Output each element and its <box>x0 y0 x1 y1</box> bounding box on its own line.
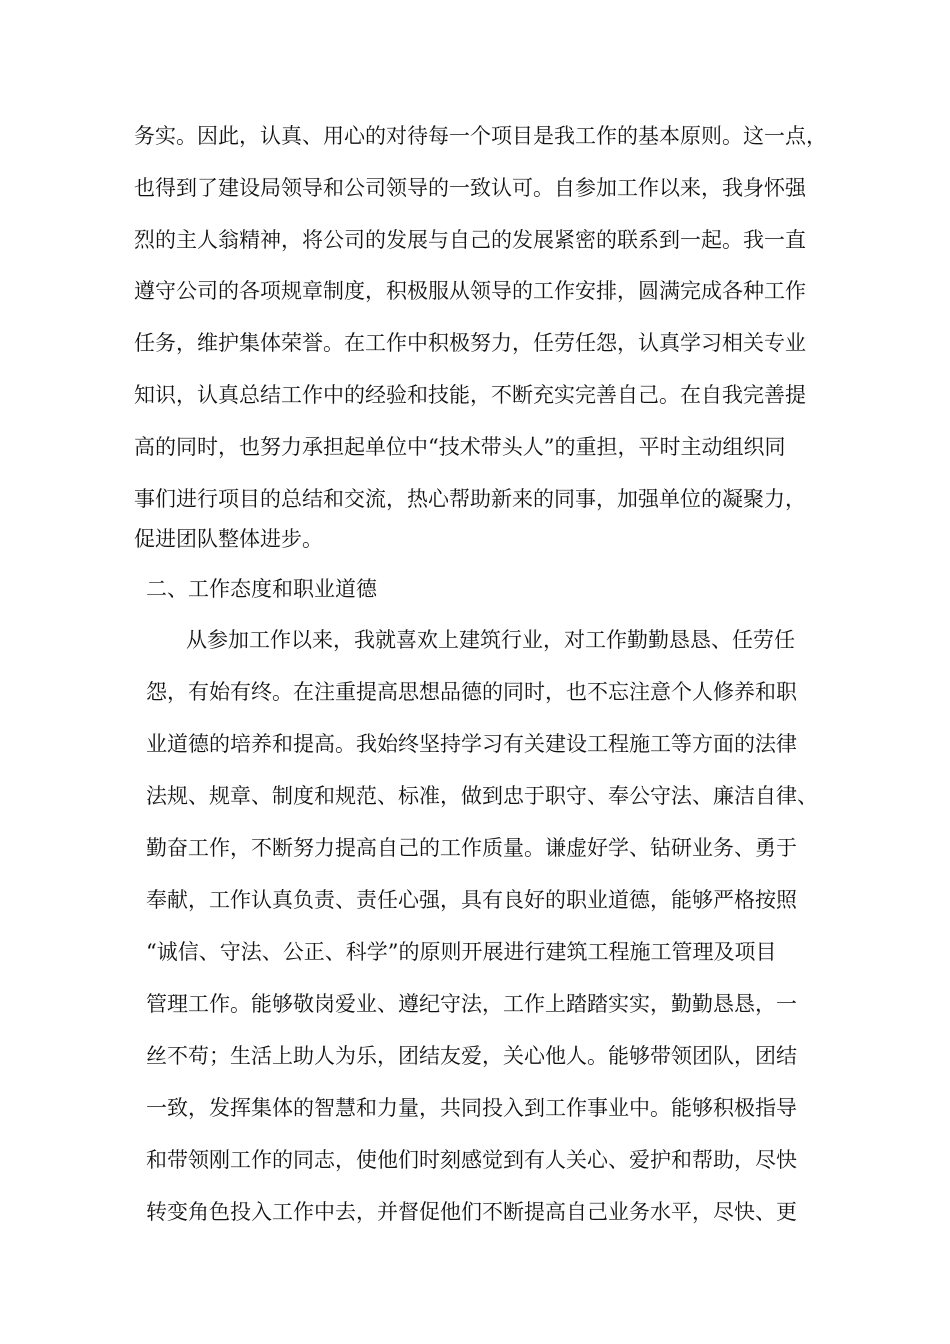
text-line: 丝不苟；生活上助人为乐，团结友爱，关心他人。能够带领团队，团结 <box>146 1044 797 1068</box>
text-line: “诚信、守法、公正、科学”的原则开展进行建筑工程施工管理及项目 <box>146 940 777 964</box>
text-line: 知识，认真总结工作中的经验和技能，不断充实完善自己。在自我完善提 <box>134 383 806 407</box>
text-line: 任务，维护集体荣誉。在工作中积极努力，任劳任怨，认真学习相关专业 <box>134 331 806 355</box>
section-heading: 二、工作态度和职业道德 <box>146 577 377 601</box>
text-line: 转变角色投入工作中去，并督促他们不断提高自己业务水平，尽快、更 <box>146 1200 797 1224</box>
text-line: 烈的主人翁精神，将公司的发展与自己的发展紧密的联系到一起。我一直 <box>134 228 806 252</box>
text-line: 一致，发挥集体的智慧和力量，共同投入到工作事业中。能够积极指导 <box>146 1096 797 1120</box>
text-line: 也得到了建设局领导和公司领导的一致认可。自参加工作以来，我身怀强 <box>134 176 806 200</box>
text-line: 管理工作。能够敬岗爱业、遵纪守法，工作上踏踏实实，勤勤恳恳，一 <box>146 992 797 1016</box>
text-line: 奉献，工作认真负责、责任心强，具有良好的职业道德，能够严格按照 <box>146 888 797 912</box>
text-line: 怨，有始有终。在注重提高思想品德的同时，也不忘注意个人修养和职 <box>146 680 797 704</box>
text-line: 事们进行项目的总结和交流，热心帮助新来的同事，加强单位的凝聚力， <box>134 487 806 511</box>
text-line: 勤奋工作，不断努力提高自己的工作质量。谦虚好学、钻研业务、勇于 <box>146 836 797 860</box>
text-line: 和带领刚工作的同志，使他们时刻感觉到有人关心、爱护和帮助，尽快 <box>146 1148 797 1172</box>
text-line: 从参加工作以来，我就喜欢上建筑行业，对工作勤勤恳恳、任劳任 <box>186 628 795 652</box>
text-line: 高的同时，也努力承担起单位中“技术带头人”的重担，平时主动组织同 <box>134 435 786 459</box>
text-line: 法规、规章、制度和规范、标准，做到忠于职守、奉公守法、廉洁自律、 <box>146 784 818 808</box>
text-line: 促进团队整体进步。 <box>134 527 323 551</box>
text-line: 业道德的培养和提高。我始终坚持学习有关建设工程施工等方面的法律 <box>146 732 797 756</box>
text-line: 务实。因此，认真、用心的对待每一个项目是我工作的基本原则。这一点， <box>134 124 827 148</box>
text-line: 遵守公司的各项规章制度，积极服从领导的工作安排，圆满完成各种工作 <box>134 279 806 303</box>
